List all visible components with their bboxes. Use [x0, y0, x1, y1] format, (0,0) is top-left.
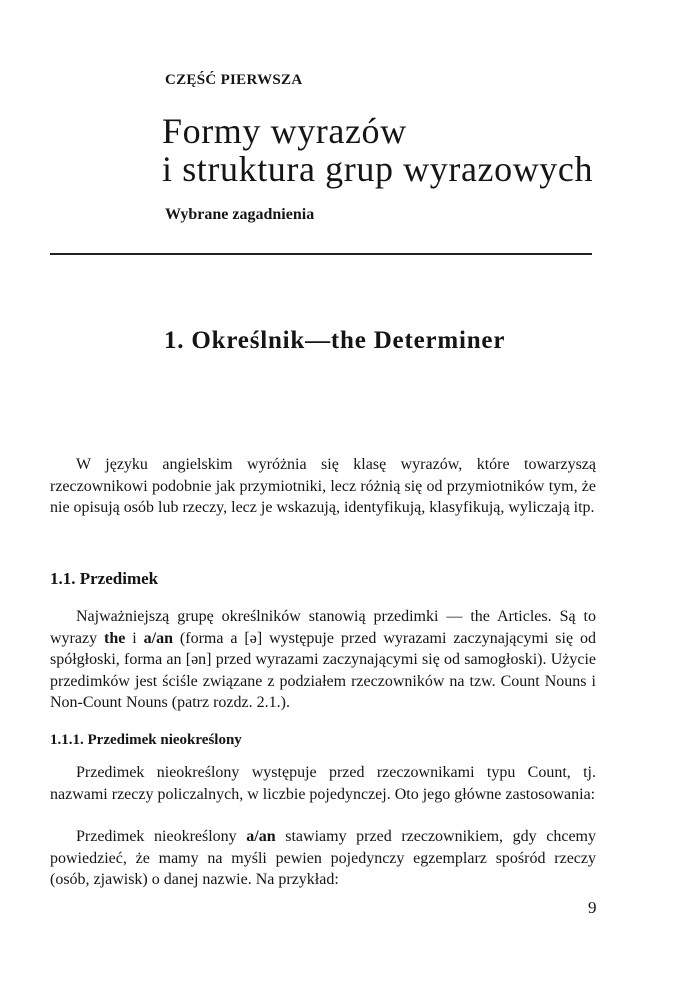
divider-rule: [50, 253, 592, 255]
page-number: 9: [588, 898, 597, 917]
keyword-a-an-2: a/an: [246, 828, 276, 845]
indefinite-text-a: Przedimek nieokreślony: [76, 828, 247, 845]
articles-text-c: (forma a [ə] występuje przed wyrazami zaczynającymi się od spółgłoski, forma an [ən] przed wyrazami zaczynającymi się od samogłoski). Użycie przedimków jest ściśle związane z podziałem rzeczowników na tzw. Count Nouns i Non-Count Nouns (patrz rozdz. 2.1.).: [50, 629, 596, 711]
articles-text-b: i: [125, 629, 144, 647]
intro-paragraph: W języku angielskim wyróżnia się klasę wyrazów, które towarzyszą rzeczownikowi podobnie jak przymiotniki, lecz różnią się od przymiotników tym, że nie opisują osób lub rzeczy, lecz je wskazują, identyfikują, klasyfikują, wyliczają itp.: [50, 456, 596, 516]
subtitle: Wybrane zagadnienia: [165, 206, 315, 223]
indefinite-text-b: stawiamy przed rzeczownikiem, gdy chcemy powiedzieć, że mamy na myśli pewien pojedynczy egzemplarz spośród rzeczy (osób, zjawisk) o danej nazwie. Na przykład:: [50, 828, 597, 888]
indefinite-article-paragraph-1: Przedimek nieokreślony występuje przed rzeczownikami typu Count, tj. nazwami rzeczy policzalnych, w liczbie pojedynczej. Oto jego główne zastosowania:: [50, 764, 596, 803]
indefinite-article-paragraph-2: [50, 826, 596, 891]
book-title: [162, 112, 593, 188]
articles-paragraph: [50, 606, 596, 714]
part-label: CZĘŚĆ PIERWSZA: [165, 72, 303, 88]
articles-text-a: Najważniejszą grupę określników stanowią przedimki — the Articles. Są to wyrazy: [50, 608, 596, 647]
keyword-a-an: a/an: [143, 629, 173, 647]
title-line-2: i struktura grup wyrazowych: [162, 149, 594, 189]
keyword-the: the: [104, 629, 126, 647]
title-line-1: Formy wyrazów: [162, 111, 407, 151]
section-heading-1-1: 1.1. Przedimek: [50, 569, 159, 588]
chapter-heading: 1. Określnik—the Determiner: [164, 327, 506, 354]
section-heading-1-1-1: 1.1.1. Przedimek nieokreślony: [50, 732, 242, 748]
